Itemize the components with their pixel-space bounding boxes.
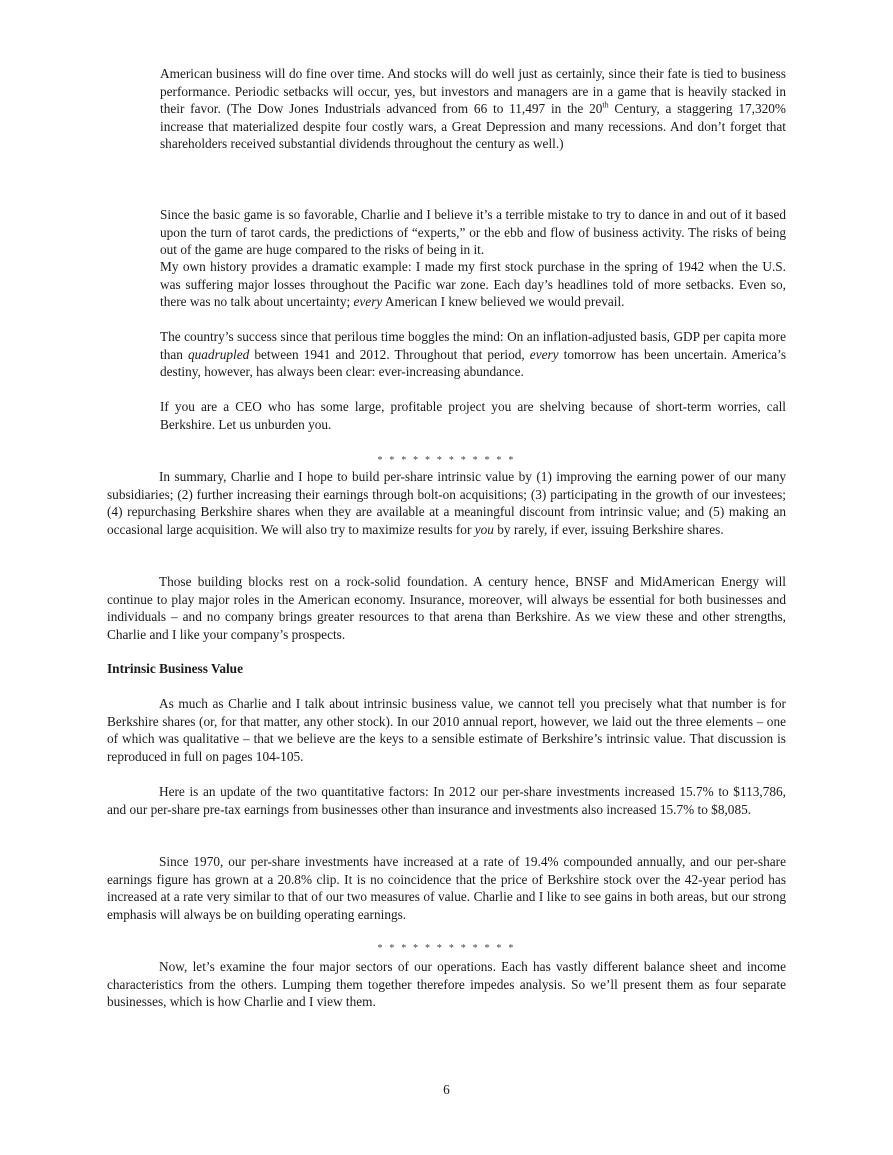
summary-paragraph-2	[107, 573, 786, 643]
quote-paragraph-4	[160, 328, 786, 381]
summary-p1-text-a: In summary, Charlie and I hope to build per-share intrinsic value by (1) improving the earning power of our many subsidiaries; (2) further increasing their earnings through bolt-on acquisitions; (3) participating in the growth of our investees; (4) repurchasing Berkshire shares when they are available at a meaningful discount from intrinsic value; and (5) making an occasional large acquisition. We will also try to maximize results for	[107, 469, 786, 537]
quote-p2-text: Since the basic game is so favorable, Charlie and I believe it’s a terrible mistake to try to dance in and out of it based upon the turn of tarot cards, the predictions of “experts,” or the ebb and flow of business activity. The risks of being out of the game are huge compared to the risks of being in it.	[160, 207, 786, 258]
quote-p4-emphasis-1: quadrupled	[187, 346, 250, 362]
closing-text: Now, let’s examine the four major sectors of our operations. Each has vastly different balance sheet and income characteristics from the others. Lumping them together therefore impedes analysis. So we’ll present them as four separate businesses, which is how Charlie and I view them.	[107, 959, 786, 1010]
intrinsic-paragraph-2	[107, 783, 786, 818]
summary-p1-text-b: by rarely, if ever, issuing Berkshire shares.	[493, 521, 724, 537]
quote-p4-text-a: The country’s success since that perilous time boggles the mind: On an inflation-adjusted basis, GDP per capita more than	[160, 329, 786, 362]
quote-p5-text: If you are a CEO who has some large, profitable project you are shelving because of short-term worries, call Berkshire. Let us unburden you.	[160, 399, 786, 432]
summary-paragraph-1	[107, 468, 786, 538]
page-number: 6	[443, 1082, 450, 1097]
quote-p4-text-b: between 1941 and 2012. Throughout that period,	[249, 346, 530, 362]
quote-p3-text-b: American I knew believed we would prevail.	[382, 294, 625, 310]
superscript-th: th	[602, 100, 609, 110]
quote-p3-text-a: My own history provides a dramatic example: I made my first stock purchase in the spring of 1942 when the U.S. was suffering major losses throughout the Pacific war zone. Each day’s headlines told of more setbacks. Even so, there was no talk about uncertainty;	[160, 259, 786, 310]
quote-paragraph-5	[160, 398, 786, 433]
quote-p4-text-c: tomorrow has been uncertain. America’s destiny, however, has always been clear: ever-increasing abundance.	[160, 346, 786, 380]
quote-p1-text-b: Century, a staggering 17,320% increase that materialized despite four costly wars, a Great Depression and many recessions. And don’t forget that shareholders received substantial dividends throughout the century as well.)	[160, 101, 787, 152]
quote-paragraph-1	[160, 65, 786, 153]
intrinsic-paragraph-1	[107, 695, 786, 765]
section-heading: Intrinsic Business Value	[107, 661, 243, 676]
quote-paragraph-3	[160, 258, 786, 311]
intrinsic-p1-text: As much as Charlie and I talk about intrinsic business value, we cannot tell you precisely what that number is for Berkshire shares (or, for that matter, any other stock). In our 2010 annual report, however, we laid out the three elements – one of which was qualitative – that we believe are the keys to a sensible estimate of Berkshire’s intrinsic value. That discussion is reproduced in full on pages 104-105.	[107, 696, 786, 764]
quote-paragraph-2	[160, 206, 786, 259]
quote-p1-text-a: American business will do fine over time. And stocks will do well just as certainly, since their fate is tied to business performance. Periodic setbacks will occur, yes, but investors and managers are in a game that is heavily stacked in their favor. (The Dow Jones Industrials advanced from 66 to 11,497 in the 20	[160, 66, 786, 117]
section-separator-1: * * * * * * * * * * * *	[377, 455, 516, 466]
summary-p2-text: Those building blocks rest on a rock-solid foundation. A century hence, BNSF and MidAmerican Energy will continue to play major roles in the American economy. Insurance, moreover, will always be essential for both businesses and individuals – and no company brings greater resources to that arena than Berkshire. As we view these and other strengths, Charlie and I like your company’s prospects.	[107, 574, 786, 642]
summary-p1-emphasis: you	[474, 521, 494, 537]
intrinsic-p2-text: Here is an update of the two quantitative factors: In 2012 our per-share investments increased 15.7% to $113,786, and our per-share pre-tax earnings from businesses other than insurance and investments also increased 15.7% to $8,085.	[107, 784, 786, 817]
intrinsic-p3-text: Since 1970, our per-share investments have increased at a rate of 19.4% compounded annually, and our per-share earnings figure has grown at a 20.8% clip. It is no coincidence that the price of Berkshire stock over the 42-year period has increased at a rate very similar to that of our two measures of value. Charlie and I like to see gains in both areas, but our strong emphasis will always be on building operating earnings.	[107, 854, 786, 922]
closing-paragraph	[107, 958, 786, 1011]
intrinsic-paragraph-3	[107, 853, 786, 923]
quote-p3-emphasis: every	[353, 294, 383, 310]
section-separator-2: * * * * * * * * * * * *	[377, 943, 516, 954]
quote-p4-emphasis-2: every	[529, 346, 559, 362]
